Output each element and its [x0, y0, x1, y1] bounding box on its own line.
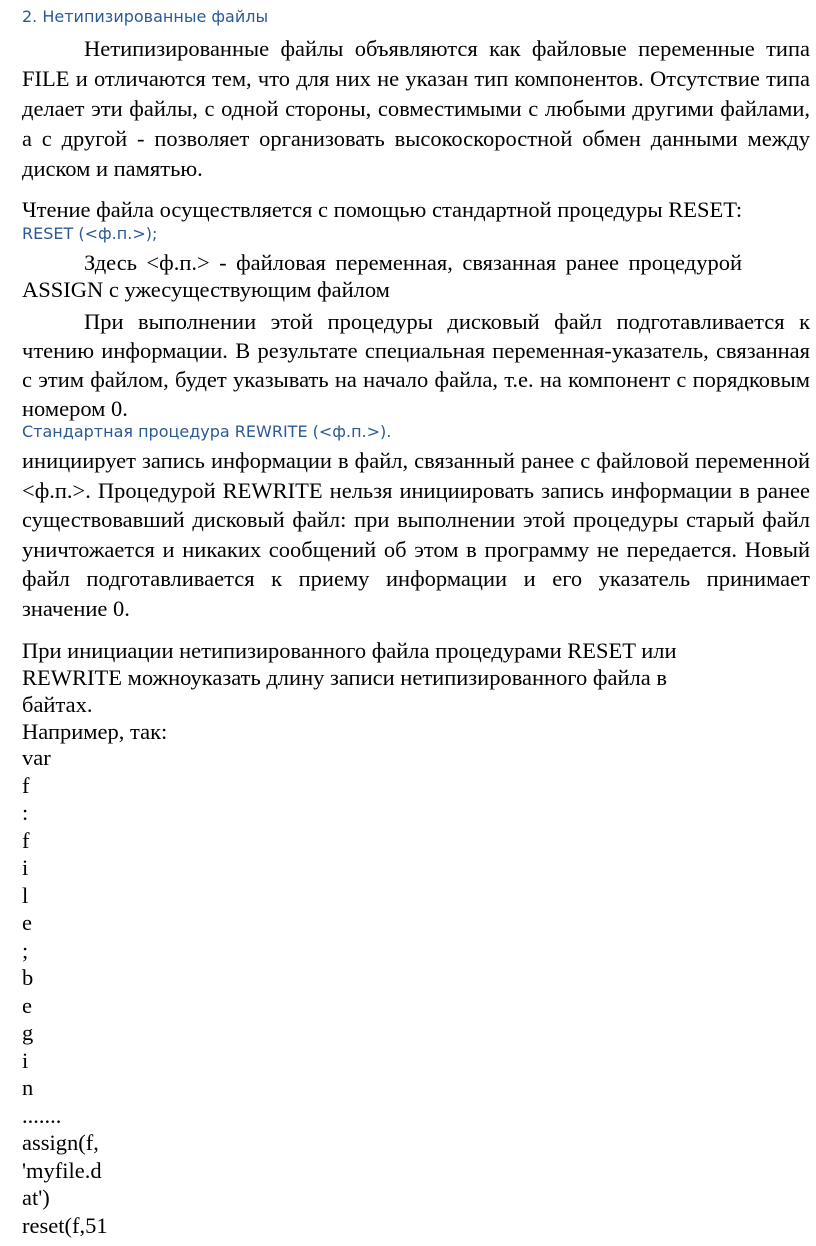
reset-heading: RESET (<ф.п.>);	[22, 224, 158, 243]
code-line: .......	[22, 1103, 62, 1128]
code-line: :	[22, 800, 29, 825]
reading-intro: Чтение файла осуществляется с помощью стандартной процедуры RESET:	[22, 197, 743, 222]
code-line: e	[22, 910, 32, 935]
code-line: l	[22, 883, 29, 908]
code-line: n	[22, 1075, 34, 1100]
code-line: f	[22, 828, 30, 853]
code-line: var	[22, 745, 51, 770]
section-title: 2. Нетипизированные файлы	[22, 7, 269, 26]
code-line: 'myfile.d	[22, 1158, 102, 1183]
example-label: Например, так:	[22, 719, 168, 744]
code-line: ;	[22, 938, 29, 963]
intro-paragraph: Нетипизированные файлы объявляются как файловые переменные типа FILE и отличаются тем, что для них не указан тип компонентов. Отсутствие типа делает эти файлы, с одной стороны, совместимыми с любыми другими файлами, а с другой - позволяет организовать высокоскоростной обмен данными между диском и памятью.	[22, 36, 810, 181]
code-line: assign(f,	[22, 1130, 99, 1155]
execution-paragraph: При выполнении этой процедуры дисковый файл подготавливается к чтению информации. В результате специальная переменная-указатель, связанная с этим файлом, будет указывать на начало файла, т.е. на компонент с порядковым номером 0.	[22, 309, 810, 421]
code-line: e	[22, 993, 32, 1018]
rewrite-heading: Стандартная процедура REWRITE (<ф.п.>).	[22, 422, 392, 441]
code-line: i	[22, 855, 29, 880]
here-paragraph: Здесь <ф.п.> - файловая переменная, связанная ранее процедурой ASSIGN с ужесуществующим файлом	[22, 250, 742, 302]
code-line: reset(f,51	[22, 1213, 108, 1238]
code-line: g	[22, 1020, 34, 1045]
code-line: f	[22, 773, 30, 798]
rewrite-paragraph: инициирует запись информации в файл, связанный ранее с файловой переменной <ф.п.>. Процедурой REWRITE нельзя инициировать запись информации в ранее существовавший дисковый файл: при выполнении этой процедуры старый файл уничтожается и никаких сообщений об этом в программу не передается. Новый файл подготавливается к приему информации и его указатель принимает значение 0.	[22, 448, 810, 621]
code-line: b	[22, 965, 34, 990]
code-line: i	[22, 1048, 29, 1073]
record-length-paragraph: При инициации нетипизированного файла процедурами RESET или REWRITE можноуказать длину записи нетипизированного файла в байтах.	[22, 638, 677, 717]
code-line: at')	[22, 1185, 50, 1210]
